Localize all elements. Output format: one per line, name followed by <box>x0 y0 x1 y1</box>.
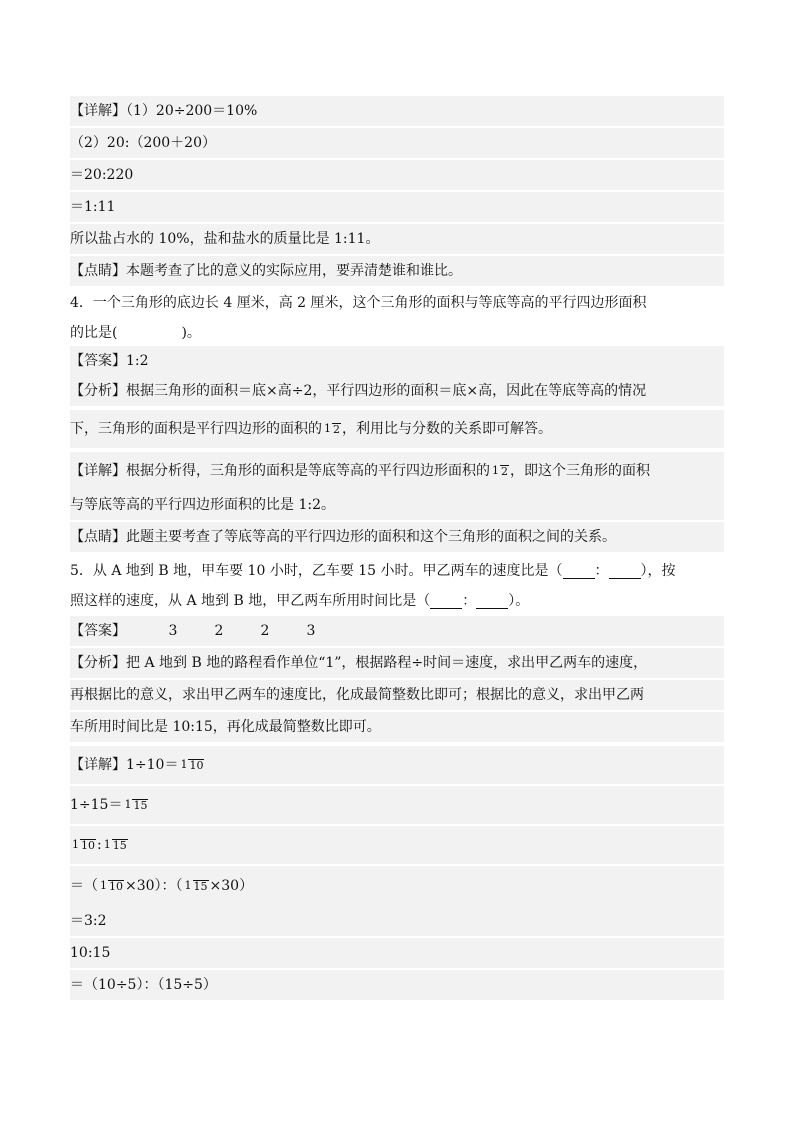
detail-text: 与等底等高的平行四边形面积的比是 1:2。 <box>70 497 335 513</box>
numerator: 1 <box>180 758 188 771</box>
answer-value: 3 <box>168 623 178 639</box>
numerator: 1 <box>72 838 79 851</box>
detail-text: ×30） <box>209 878 254 894</box>
analysis-text: ，利用比与分数的关系即可解答。 <box>342 421 552 437</box>
numerator: 1 <box>100 879 107 892</box>
detail-line <box>70 866 724 906</box>
answer-value: 2 <box>260 623 270 639</box>
note-text: 【点睛】此题主要考查了等底等高的平行四边形的面积和这个三角形的面积之间的关系。 <box>70 529 616 545</box>
answer-text: 【答案】1:2 <box>70 353 149 369</box>
analysis-line <box>70 376 724 406</box>
text-line <box>70 128 724 158</box>
detail-line <box>70 826 724 864</box>
detail-line <box>70 970 724 1000</box>
fraction <box>184 880 209 893</box>
detail-line <box>70 906 724 936</box>
answer-blank <box>609 564 641 579</box>
fraction <box>491 465 509 478</box>
detail-line <box>70 452 724 490</box>
detail-text: 【详解】1÷10＝ <box>70 757 179 773</box>
detail-line <box>70 786 724 824</box>
text-line <box>70 192 724 222</box>
denominator: 15 <box>133 798 148 812</box>
answer-value: 2 <box>214 623 224 639</box>
numerator: 1 <box>324 422 331 435</box>
detail-text: 【详解】根据分析得，三角形的面积是等底等高的平行四边形面积的 <box>70 463 490 479</box>
question-text: 照这样的速度，从 A 地到 B 地，甲乙两车所用时间比是（ <box>70 593 431 609</box>
analysis-line <box>70 712 724 742</box>
analysis-text: 【分析】根据三角形的面积＝底×高÷2，平行四边形的面积＝底×高，因此在等底等高的情况 <box>70 383 647 399</box>
question-5 <box>70 556 724 586</box>
fraction <box>71 839 96 852</box>
denominator: 2 <box>501 464 508 478</box>
answer-label: 【答案】 <box>70 623 126 639</box>
detail-text: 10:15 <box>70 945 111 961</box>
question-text: 5．从 A 地到 B 地，甲车要 10 小时，乙车要 15 小时。甲乙两车的速度比是（ <box>70 563 563 579</box>
analysis-line <box>70 648 724 678</box>
analysis-line <box>70 410 724 448</box>
analysis-text: 【分析】把 A 地到 B 地的路程看作单位“1”，根据路程÷时间＝速度，求出甲乙两车的速度， <box>70 655 648 671</box>
question-text: )。 <box>181 325 201 341</box>
fraction <box>103 839 128 852</box>
analysis-line <box>70 680 724 710</box>
question-text: ： <box>594 563 609 579</box>
note-line: 【点睛】本题考查了比的意义的实际应用，要弄清楚谁和谁比。 <box>70 263 462 279</box>
denominator: 2 <box>333 422 340 436</box>
text-line <box>70 224 724 254</box>
denominator: 10 <box>81 838 95 852</box>
calc-line: ＝1:11 <box>70 199 116 215</box>
answer-value: 3 <box>306 623 316 639</box>
analysis-text: 下，三角形的面积是平行四边形的面积的 <box>70 421 322 437</box>
fraction <box>323 423 341 436</box>
question-4-cont <box>70 318 724 348</box>
numerator: 1 <box>103 838 111 851</box>
fraction <box>99 880 124 893</box>
analysis-text: 车所用时间比是 10:15，再化成最简整数比即可。 <box>70 719 381 735</box>
conclusion-line: 所以盐占水的 10%，盐和盐水的质量比是 1:11。 <box>70 231 380 247</box>
detail-text: 1÷15＝ <box>70 797 123 813</box>
numerator: 1 <box>184 879 192 892</box>
question-4 <box>70 288 724 318</box>
text-line <box>70 160 724 190</box>
question-text: ： <box>462 593 477 609</box>
answer-blank <box>476 594 508 609</box>
detail-text: ×30）：（ <box>125 878 183 894</box>
fraction <box>123 799 148 812</box>
question-text: 4．一个三角形的底边长 4 厘米，高 2 厘米，这个三角形的面积与等底等高的平行四边形面积 <box>70 295 647 311</box>
detail-line <box>70 746 724 784</box>
answer-line <box>70 346 724 376</box>
answer-blank <box>563 564 595 579</box>
detail-line <box>70 938 724 968</box>
answer-line <box>70 616 724 646</box>
text-line <box>70 256 724 286</box>
denominator: 10 <box>109 879 123 893</box>
numerator: 1 <box>492 464 499 477</box>
question-text: 的比是( <box>70 325 118 341</box>
ratio-colon: : <box>97 837 102 853</box>
detail-line <box>70 490 724 520</box>
detail-text: ＝（ <box>70 878 98 894</box>
question-text: ）。 <box>508 593 530 609</box>
calc-line: （2）20:（200＋20） <box>70 135 216 151</box>
detail-text: ＝（10÷5）：（15÷5） <box>70 977 217 993</box>
answer-blank <box>430 594 462 609</box>
detail-line: 【详解】（1）20÷200＝10% <box>70 103 258 119</box>
denominator: 10 <box>189 758 204 772</box>
detail-text: ，即这个三角形的面积 <box>510 463 650 479</box>
question-5-cont <box>70 586 724 616</box>
fraction <box>179 759 204 772</box>
detail-text: ＝3:2 <box>70 913 107 929</box>
denominator: 15 <box>112 838 127 852</box>
calc-line: ＝20:220 <box>70 167 134 183</box>
numerator: 1 <box>124 798 132 811</box>
note-line <box>70 522 724 552</box>
denominator: 15 <box>193 879 208 893</box>
question-text: ），按 <box>640 563 676 579</box>
analysis-text: 再根据比的意义，求出甲乙两车的速度比，化成最简整数比即可；根据比的意义，求出甲乙两 <box>70 687 644 703</box>
text-line <box>70 96 724 126</box>
